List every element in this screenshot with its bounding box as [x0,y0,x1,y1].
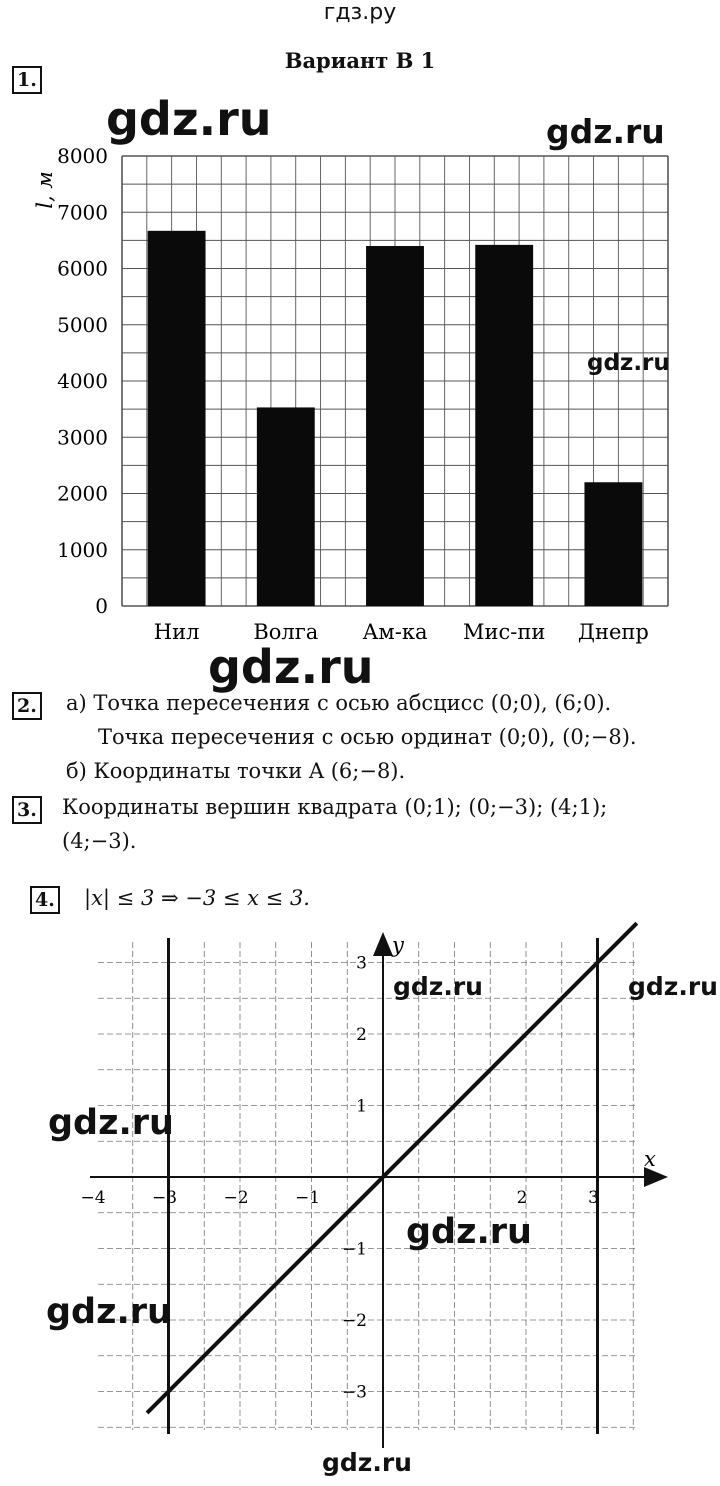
y-tick-label: 6000 [57,256,108,281]
task2-line-a2: Точка пересечения с осью ординат (0;0), (0;−8). [98,725,637,749]
task3-line2: (4;−3). [62,829,137,853]
watermark: gdz.ru [208,640,374,694]
x-axis-label: x [644,1147,656,1171]
y-tick-label: 1 [356,1096,367,1117]
watermark: gdz.ru [393,972,483,1001]
y-axis-label: y [392,933,404,957]
task4-formula: |x| ≤ 3 ⇒ −3 ≤ x ≤ 3. [84,886,310,910]
x-tick-label: −4 [80,1188,106,1208]
watermark: gdz.ru [46,1292,172,1332]
bar [475,245,533,606]
x-tick-label: 2 [516,1188,528,1208]
x-tick-label: Днепр [577,620,649,644]
watermark: gdz.ru [587,350,670,376]
y-axis-label: l, м [33,171,57,209]
x-tick-label: −2 [223,1188,249,1208]
watermark: gdz.ru [546,112,665,151]
function-line-y-equals-x [147,923,637,1413]
bar [148,231,206,606]
task2-line-b: б) Координаты точки A (6;−8). [66,759,406,783]
y-tick-label: 2 [356,1025,367,1045]
watermark: gdz.ru [406,1212,532,1252]
task2-number: 2. [12,692,42,720]
watermark: gdz.ru [628,972,718,1001]
y-tick-label: −1 [341,1239,367,1260]
y-tick-label: −3 [341,1382,367,1403]
y-tick-label: 4000 [57,369,108,393]
task3-number: 3. [12,796,42,824]
y-tick-labels [57,144,108,618]
function-line [147,923,637,1413]
y-tick-label: 0 [95,594,108,618]
coordinate-graph [0,920,720,1450]
y-tick-label: 5000 [57,312,108,337]
x-tick-label: 3 [588,1188,599,1208]
x-tick-label: Нил [153,620,200,644]
x-tick-label: Мис-пи [463,620,546,644]
x-tick-label: Волга [253,620,319,644]
y-tick-label: 3000 [57,425,108,450]
y-tick-label: −2 [341,1311,367,1331]
watermark: gdz.ru [106,92,272,146]
variant-title: Вариант В 1 [284,48,436,73]
y-tick-label: 8000 [57,144,108,168]
x-tick-label: −3 [151,1188,178,1208]
bar [257,407,315,606]
watermark: gdz.ru [48,1103,174,1143]
task4-number: 4. [30,886,60,914]
task2-line-a1: а) Точка пересечения с осью абсцисс (0;0), (6;0). [66,691,612,715]
bar-chart [0,130,720,660]
graph-grid [98,942,636,1430]
site-header: гдз.ру [323,0,397,25]
y-tick-label: 7000 [57,200,108,225]
bar [366,246,424,606]
x-tick-label: −1 [294,1188,321,1208]
bar [584,482,642,606]
axis-tick-labels [80,933,656,1403]
task1-number: 1. [12,66,42,94]
x-tick-label: Ам-ка [362,620,428,644]
y-tick-label: 1000 [57,537,108,562]
y-tick-label: 3 [356,953,367,974]
watermark: gdz.ru [322,1448,412,1477]
y-tick-label: 2000 [57,481,108,506]
task3-line1: Координаты вершин квадрата (0;1); (0;−3); (4;1); [62,795,608,819]
